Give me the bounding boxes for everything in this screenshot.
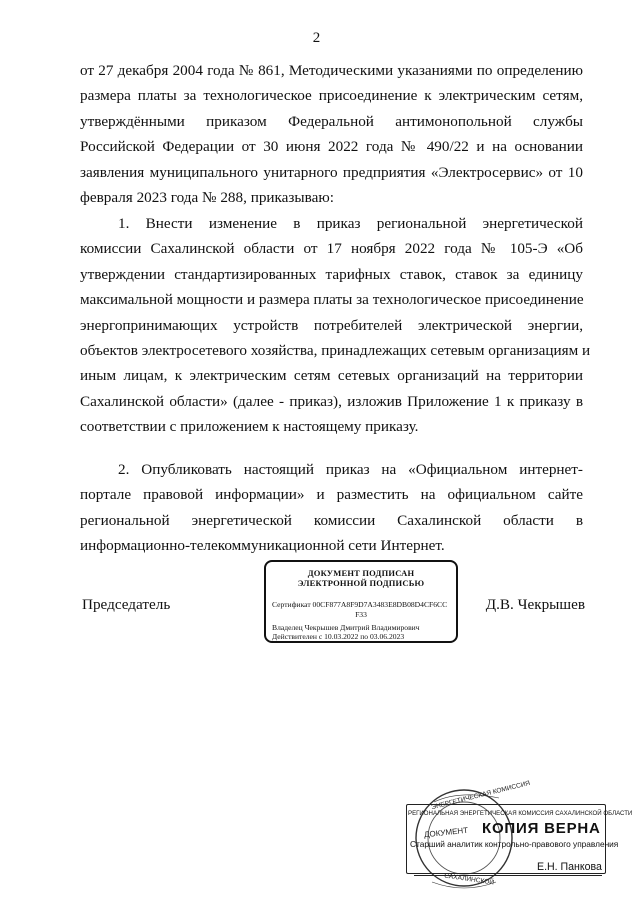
e-signature-owner: Владелец Чекрышев Дмитрий Владимирович — [272, 623, 420, 632]
body-line: комиссии Сахалинской области от 17 ноября 2022 года № 105-Э «Об — [80, 240, 583, 257]
copy-stamp-underline — [414, 875, 602, 876]
e-signature-title: ДОКУМЕНТ ПОДПИСАН — [307, 568, 415, 578]
body-line: 1. Внести изменение в приказ региональной энергетической — [118, 215, 583, 232]
e-signature-certificate: Сертификат 00CF877A8F9D7A3483E8DB08D4CF6CC — [272, 600, 448, 609]
body-line: портале правовой информации» и разместить на официальном сайте — [80, 486, 583, 503]
seal-bottom-text: САХАЛИНСКОЙ — [443, 872, 495, 887]
signatory-position: Председатель — [82, 596, 171, 613]
body-line: 2. Опубликовать настоящий приказ на «Официальном интернет- — [118, 461, 583, 478]
body-line: заявления муниципального унитарного предприятия «Электросервис» от 10 — [80, 164, 583, 181]
signatory-name: Д.В. Чекрышев — [485, 596, 585, 613]
copy-stamp-position: Старший аналитик контрольно-правового управления — [410, 839, 619, 849]
body-line: Сахалинской области» (далее - приказ), изложив Приложение 1 к приказу в — [80, 393, 583, 410]
body-line: утверждении стандартизированных тарифных ставок, ставок за единицу — [80, 266, 583, 283]
body-line: от 27 декабря 2004 года № 861, Методическими указаниями по определению — [80, 62, 583, 79]
body-line: иным лицам, к электрическим сетям сетевых организаций на территории — [80, 367, 583, 384]
body-line: размера платы за технологическое присоединение к электрическим сетям, — [80, 87, 583, 104]
body-line: Российской Федерации от 30 июня 2022 года № 490/22 и на основании — [80, 138, 583, 155]
body-line: максимальной мощности и размера платы за технологическое присоединение — [80, 291, 584, 308]
body-line: энергопринимающих устройств потребителей электрической энергии, — [80, 317, 583, 334]
body-line: соответствии с приложением к настоящему приказу. — [80, 418, 419, 435]
seal-top-text: ЭНЕРГЕТИЧЕСКАЯ КОМИССИЯ — [430, 779, 531, 812]
certified-copy-stamp — [404, 779, 633, 892]
seal-inner-text: ДОКУМЕНТ — [423, 825, 469, 840]
body-line: объектов электросетевого хозяйства, принадлежащих сетевым организациям и — [80, 342, 591, 359]
page-number: 2 — [312, 30, 321, 46]
body-line: информационно-телекоммуникационной сети Интернет. — [80, 537, 445, 554]
electronic-signature-stamp — [264, 560, 458, 643]
body-line: февраля 2023 года № 288, приказываю: — [80, 189, 334, 206]
body-line: утверждёнными приказом Федеральной антимонопольной службы — [80, 113, 583, 130]
copy-stamp-name: Е.Н. Панкова — [537, 861, 602, 873]
e-signature-validity: Действителен с 10.03.2022 по 03.06.2023 — [272, 632, 405, 641]
copy-stamp-organization: РЕГИОНАЛЬНАЯ ЭНЕРГЕТИЧЕСКАЯ КОМИССИЯ САХАЛИНСКОЙ ОБЛАСТИ — [408, 810, 633, 817]
e-signature-subtitle: ЭЛЕКТРОННОЙ ПОДПИСЬЮ — [297, 578, 425, 588]
body-line: региональной энергетической комиссии Сахалинской области в — [80, 512, 583, 529]
e-signature-certificate-cont: F33 — [355, 610, 367, 619]
copy-stamp-title: КОПИЯ ВЕРНА — [482, 820, 601, 837]
